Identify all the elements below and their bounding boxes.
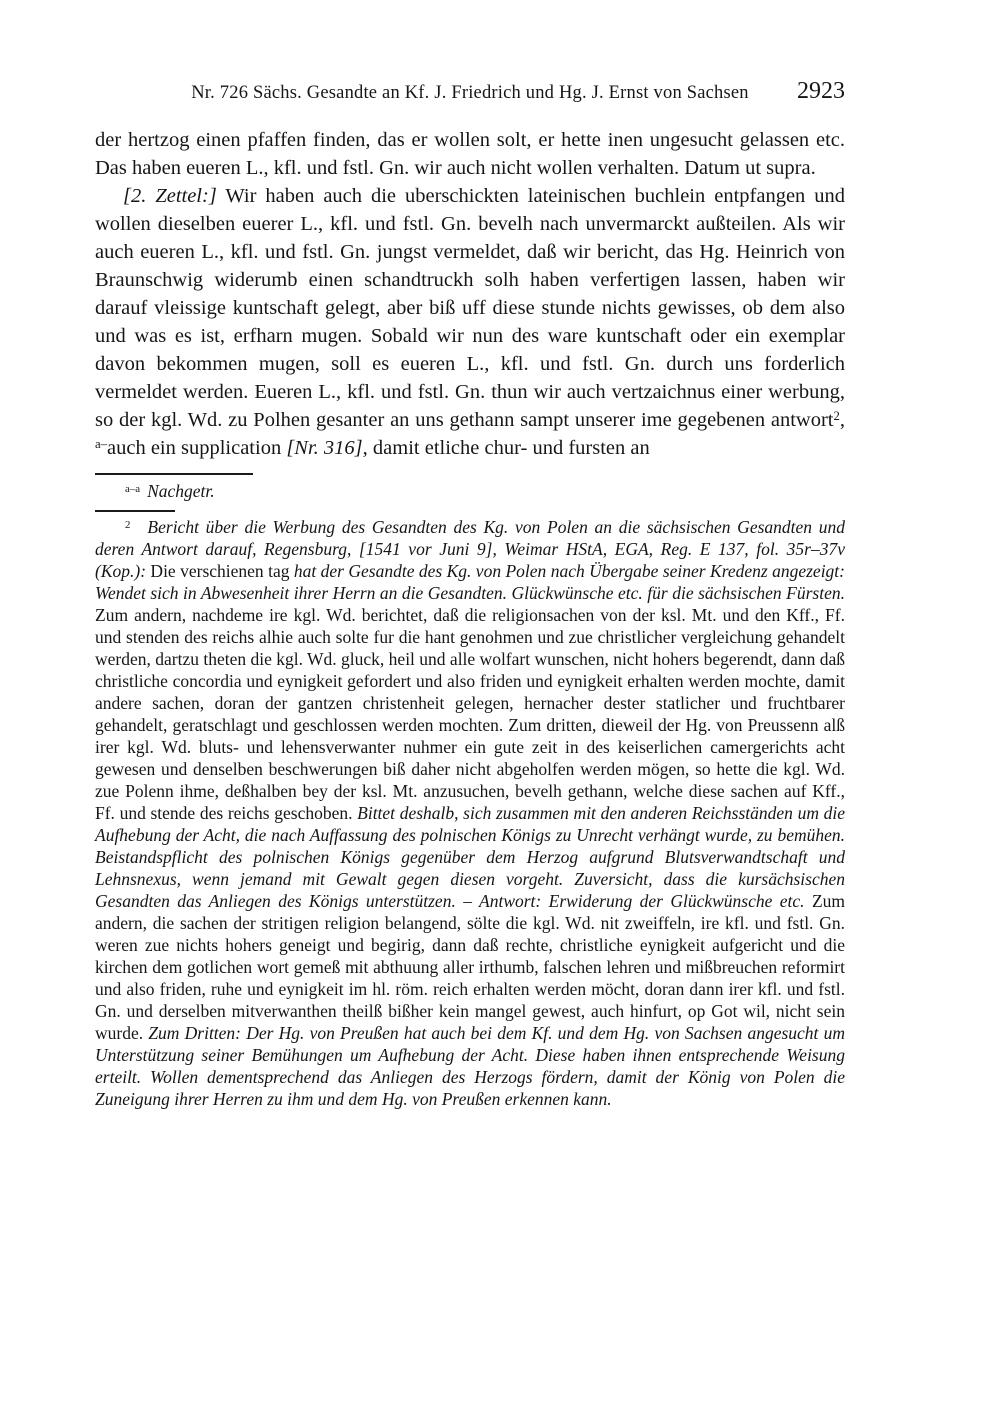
body-paragraph-1 [95,126,845,182]
body-paragraph-2 [95,182,845,462]
footnote-2-run-2: hat der Gesandte des Kg. von Polen nach Übergabe seiner Kredenz angezeigt: Wendet sich in Abwesenheit ihrer Herrn an die Gesandten. Glückwünsche etc. für die sächsischen Fürsten. [95,561,845,603]
footnote-2-marker: 2 [125,519,131,532]
footnote-2-run-4: Bittet deshalb, sich zusammen mit den anderen Reichsständen um die Aufhebung der Acht, die nach Auffassung des polnischen Königs zu Unrecht verhängt wurde, zu bemühen. Beistandspflicht des polnischen Königs gegenüber dem Herzog aufgrund Blutsverwandtschaft und Lehnsnexus, wenn jemand mit Gewalt gegen diesen vorgeht. Zuversicht, dass die kursächsischen Gesandten das Anliegen des Königs unterstützen. – Antwort: Erwiderung der Glückwünsche etc. [95,803,845,911]
footnote-2-run-0: Bericht über die Werbung des Gesandten des Kg. von Polen an die sächsischen Gesandten und deren Antwort darauf, Regensburg, [1541 vor Juni 9], Weimar HStA, EGA, Reg. E 137, fol. 35r–37v (Kop.): [95,517,845,581]
footnote-2-run-6: Zum Dritten: Der Hg. von Preußen hat auch bei dem Kf. und dem Hg. von Sachsen angesucht um Unterstützung seiner Bemühungen um Aufhebung der Acht. Diese haben ihnen entsprechende Weisung erteilt. Wollen dementsprechend das Anliegen des Herzogs fördern, damit der König von Polen die Zuneigung ihrer Herren zu ihm und dem Hg. von Preußen erkennen kann. [95,1023,845,1109]
paragraph-2-text-c: auch ein supplication [107,437,287,459]
running-head: Nr. 726 Sächs. Gesandte an Kf. J. Friedrich und Hg. J. Ernst von Sachsen [191,83,749,103]
apparatus-note [95,480,845,502]
main-text-block [95,126,845,462]
variant-marker-a: a– [95,437,107,452]
footnote-separator-rule [95,510,175,512]
paragraph-2-text-a: Wir haben auch die uberschickten lateinischen buchlein entpfangen und wollen dieselben euerer L., kfl. und fstl. Gn. bevelh nach unvermarckt außteilen. Als wir auch eueren L., kfl. und fstl. Gn. jungst vermeldet, daß wir bericht, das Hg. Heinrich von Braunschwig widerumb einen schandtruckh solh haben verfertigen lassen, haben wir darauf vleissige kuntschaft gelegt, aber biß uff diese stunde nichts gewisses, ob dem also und was es ist, erfharn mugen. Sobald wir nun des ware kuntschaft oder ein exemplar davon bekommen mugen, soll es eueren L., kfl. und fstl. Gn. durch uns forderlich vermeldet werden. Eueren L., kfl. und fstl. Gn. thun wir auch vertzaichnus einer werbung, so der kgl. Wd. zu Polhen gesanter an uns gethann sampt unserer ime gegebenen antwort [95,185,845,431]
zettel-label: [2. Zettel:] [123,185,217,207]
footnote-2-run-1: Die verschienen tag [146,561,294,581]
footnote-2-run-3: Zum andern, nachdeme ire kgl. Wd. berichtet, daß die religionsachen von der ksl. Mt. und den Kff., Ff. und stenden des reichs alhie auch solte fur die hant genohmen und zue christlicher vergleichung gehandelt werden, dartzu theten die kgl. Wd. gluck, heil und alle wolfart wunschen, nicht hohers begerendt, dann daß christliche concordia und eynigkeit gefordert und also friden und eynigkeit erhalten werden mochte, damit andere sachen, doran der gantzen christenheit gelegen, hernacher dester statlicher und fruchtbarer gehandelt, geratschlagt und geschlossen werden mochten. Zum dritten, dieweil der Hg. von Preussenn alß irer kgl. Wd. bluts- und lehensverwanter nuhmer ein gute zeit in des keiserlichen camergerichts acht gewesen und denselben beschwerungen biß daher nicht abgeholfen werden mögen, so hette die kgl. Wd. zue Polenn ihme, deßhalben bey der ksl. Mt. anzusuchen, bevelh gethann, welche diese sachen auf Kff., Ff. und stende des reichs geschoben. [95,605,845,823]
page-header [95,78,845,111]
apparatus-note-text: Nachgetr. [147,481,215,501]
paragraph-1-text: der hertzog einen pfaffen finden, das er wollen solt, er hette inen ungesucht gelassen etc. Das haben eueren L., kfl. und fstl. Gn. wir auch nicht wollen verhalten. Datum ut supra. [95,129,845,179]
apparatus-separator-rule [95,473,253,475]
footnote-2-run-5: Zum andern, die sachen der stritigen religion belangend, sölte die kgl. Wd. nit zweiffeln, ire kfl. und fstl. Gn. weren zue nichts hohers geneigt und begirig, dann daß rechte, christliche eynigkeit aufgericht und die kirchen dem gotlichen wort gemeß mit abthuung aller irthumb, falschen lehren und mißbreuchen reformirt und also friden, ruhe und eynigkeit im hl. röm. reich erhalten werden möcht, doran dann irer kfl. und fstl. Gn. und derselben mitverwanthen theilß bißher kein mangel gewest, auch hinfurt, op Got wil, nicht sein wurde. [95,891,845,1043]
paragraph-2-text-d: , damit etliche chur- und fursten an [362,437,650,459]
page-number: 2923 [797,78,845,104]
paragraph-2-text-b: , [839,409,845,431]
nr-316-reference: [Nr. 316] [286,437,363,459]
apparatus-marker-a-a: a–a [125,483,141,496]
footnote-2 [95,516,845,1110]
footnote-reference-2: 2 [833,409,840,424]
